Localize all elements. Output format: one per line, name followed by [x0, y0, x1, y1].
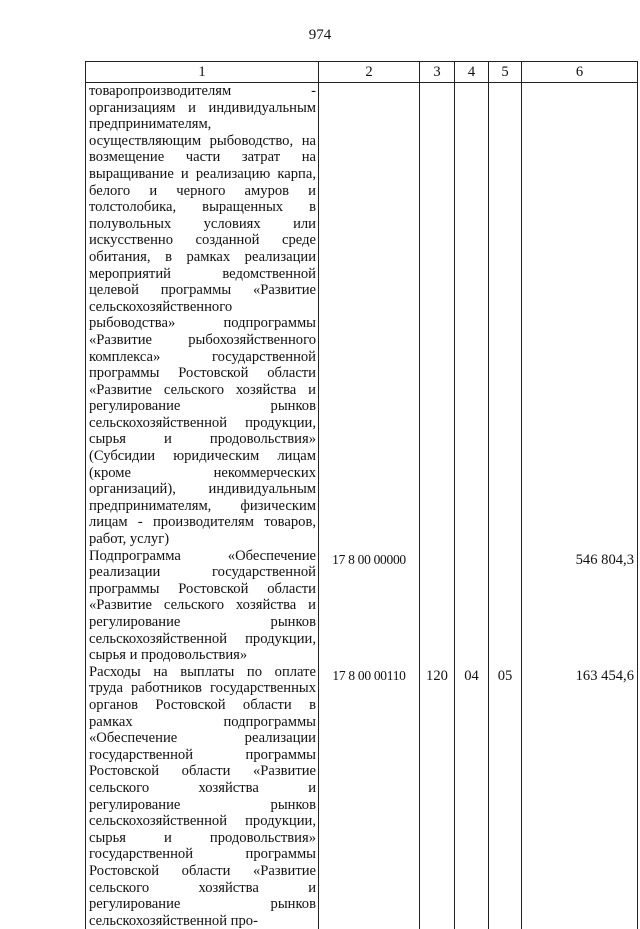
row-description: Расходы на выплаты по оплате труда работников государственных органов Ростовской области в рамках подпрограммы «Обеспечение реализации государственной программы Ростовской области «Развитие сельского хозяйства и регулирование рынков сельскохозяйственной продукции, сырья и продовольствия» государственной программы Ростовской области «Развитие сельского хозяйства и регулирование рынков сельскохозяйственной про-	[86, 664, 319, 929]
row-code: 17 8 00 00110	[319, 664, 420, 929]
row-col4	[455, 83, 489, 548]
row-col3	[420, 548, 455, 664]
row-code: 17 8 00 00000	[319, 548, 420, 664]
row-description: товаропроизводителям - организациям и индивидуальным предпринимателям, осуществляющим рыбоводство, на возмещение части затрат на выращивание и реализацию карпа, белого и черного амуров и толстолобика, выращенных в полувольных условиях или искусственно созданной среде обитания, в рамках реализации мероприятий ведомственной целевой программы «Развитие сельскохозяйственного рыбоводства» подпрограммы «Развитие рыбохозяйственного комплекса» государственной программы Ростовской области «Развитие сельского хозяйства и регулирование рынков сельскохозяйственной продукции, сырья и продовольствия» (Субсидии юридическим лицам (кроме некоммерческих организаций), индивидуальным предпринимателям, физическим лицам - производителям товаров, работ, услуг)	[86, 83, 319, 548]
row-col3	[420, 83, 455, 548]
row-col4	[455, 548, 489, 664]
column-header: 1	[86, 62, 319, 83]
column-header: 6	[522, 62, 638, 83]
column-header: 4	[455, 62, 489, 83]
page-number: 974	[308, 27, 332, 43]
row-description: Подпрограмма «Обеспечение реализации государственной программы Ростовской области «Развитие сельского хозяйства и регулирование рынков сельскохозяйственной продукции, сырья и продовольствия»	[86, 548, 319, 664]
row-amount: 546 804,3	[522, 548, 638, 664]
column-header: 2	[319, 62, 420, 83]
column-header: 3	[420, 62, 455, 83]
table-header-row	[86, 62, 638, 83]
column-header: 5	[489, 62, 522, 83]
table-row	[86, 664, 638, 929]
budget-table	[85, 61, 638, 929]
row-col3: 120	[420, 664, 455, 929]
row-amount: 163 454,6	[522, 664, 638, 929]
row-col5	[489, 83, 522, 548]
table-row	[86, 548, 638, 664]
row-col5: 05	[489, 664, 522, 929]
table-row	[86, 83, 638, 548]
row-col5	[489, 548, 522, 664]
row-amount	[522, 83, 638, 548]
row-col4: 04	[455, 664, 489, 929]
row-code	[319, 83, 420, 548]
